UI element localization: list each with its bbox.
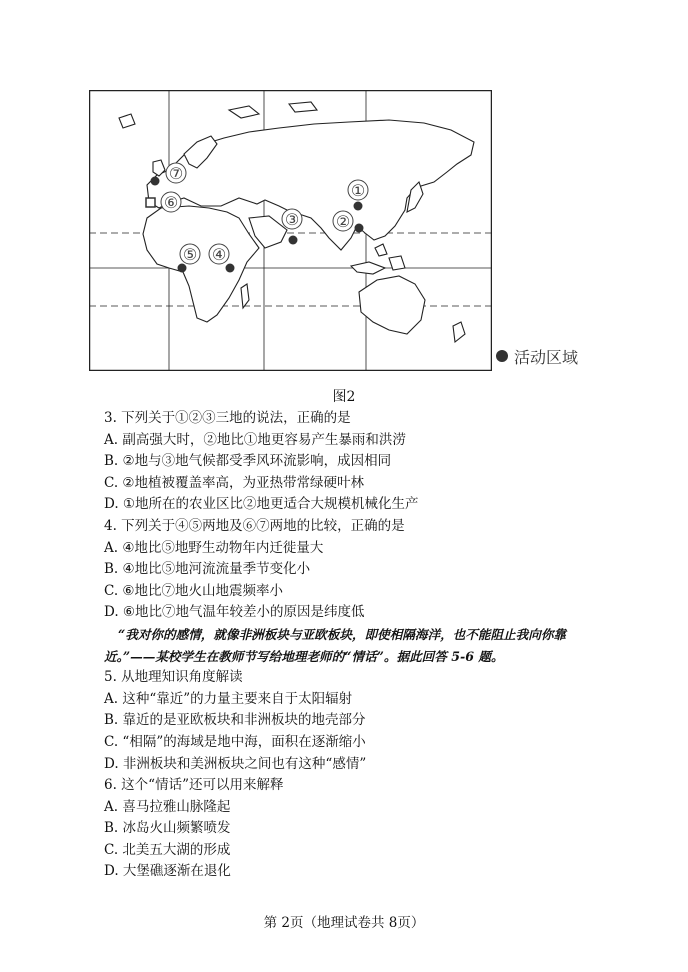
marker-label-7: ⑦ xyxy=(168,164,184,183)
passage-line-2: 近。”——某校学生在教师节写给地理老师的“情话”。据此回答 5-6 题。 xyxy=(104,648,504,664)
marker-dot-5 xyxy=(178,264,187,273)
marker-label-5: ⑤ xyxy=(182,245,198,264)
q5-option-d: D. 非洲板块和美洲板块之间也有这种“感情” xyxy=(104,755,367,772)
map-legend xyxy=(496,346,578,366)
legend-label: 活动区域 xyxy=(514,347,579,367)
q3-option-c: C. ②地植被覆盖率高，为亚热带常绿硬叶林 xyxy=(104,474,365,491)
q6-option-d: D. 大堡礁逐渐在退化 xyxy=(104,863,231,880)
q6-stem: 6. 这个“情话”还可以用来解释 xyxy=(104,777,284,794)
q3-option-d: D. ①地所在的农业区比②地更适合大规模机械化生产 xyxy=(104,496,419,513)
q5-option-b: B. 靠近的是亚欧板块和非洲板块的地壳部分 xyxy=(104,712,366,729)
q5-option-a: A. 这种“靠近”的力量主要来自于太阳辐射 xyxy=(104,690,353,707)
marker-dot-4 xyxy=(226,264,235,273)
marker-label-2: ② xyxy=(335,212,351,231)
world-map-figure xyxy=(89,90,492,371)
question-text xyxy=(104,408,664,883)
marker-dot-3 xyxy=(289,236,298,245)
q5-option-c: C. “相隔”的海域是地中海，面积在逐渐缩小 xyxy=(104,733,366,750)
passage-line-1: “我对你的感情，就像非洲板块与亚欧板块，即使相隔海洋，也不能阻止我向你靠 xyxy=(118,626,567,642)
marker-dot-7 xyxy=(151,177,160,186)
q6-option-c: C. 北美五大湖的形成 xyxy=(104,841,231,858)
q4-option-d: D. ⑥地比⑦地气温年较差小的原因是纬度低 xyxy=(104,604,365,621)
q4-option-b: B. ④地比⑤地河流流量季节变化小 xyxy=(104,561,311,578)
marker-square-6 xyxy=(146,198,155,207)
q6-option-b: B. 冰岛火山频繁喷发 xyxy=(104,820,231,837)
marker-label-3: ③ xyxy=(284,210,300,229)
marker-dot-2 xyxy=(355,224,364,233)
legend-dot-icon xyxy=(496,350,508,362)
q4-stem: 4. 下列关于④⑤两地及⑥⑦两地的比较，正确的是 xyxy=(104,517,405,534)
q4-option-c: C. ⑥地比⑦地火山地震频率小 xyxy=(104,582,284,599)
marker-dot-1 xyxy=(354,202,363,211)
q5-stem: 5. 从地理知识角度解读 xyxy=(104,669,243,686)
marker-label-1: ① xyxy=(350,181,366,200)
q3-option-a: A. 副高强大时，②地比①地更容易产生暴雨和洪涝 xyxy=(104,431,406,448)
q3-stem: 3. 下列关于①②③三地的说法，正确的是 xyxy=(104,410,351,426)
marker-label-6: ⑥ xyxy=(163,193,179,212)
q6-option-a: A. 喜马拉雅山脉隆起 xyxy=(104,798,231,815)
q4-option-a: A. ④地比⑤地野生动物年内迁徙量大 xyxy=(104,539,324,556)
q3-option-b: B. ②地与③地气候都受季风环流影响，成因相同 xyxy=(104,453,392,470)
figure-caption: 图2 xyxy=(332,389,356,405)
page-footer: 第 2页（地理试卷共 8页） xyxy=(263,915,425,931)
marker-label-4: ④ xyxy=(211,245,227,264)
